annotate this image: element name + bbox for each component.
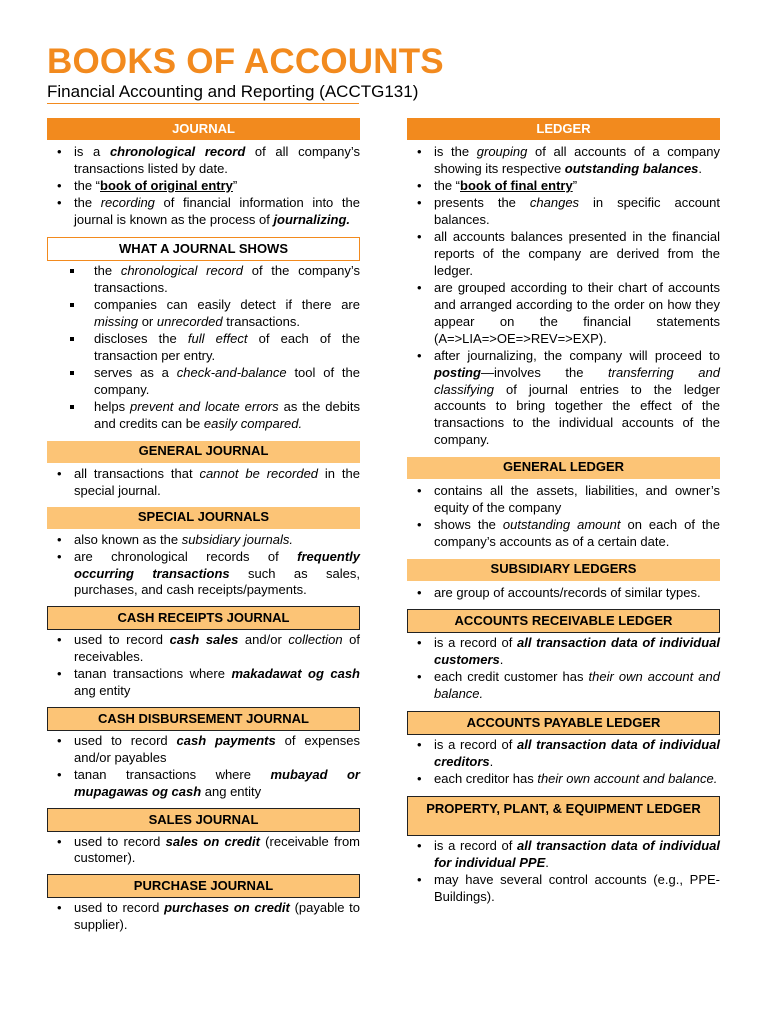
- list-item: • tanan transactions where mubayad or mupagawas og cash ang entity: [47, 767, 360, 801]
- ppe-ledger-header: PROPERTY, PLANT, & EQUIPMENT LEDGER: [407, 796, 720, 836]
- list-item: • is a chronological record of all company’s transactions listed by date.: [47, 144, 360, 178]
- list-item: • the recording of financial information into the journal is known as the process of journalizing.: [47, 195, 360, 229]
- cash-receipts-journal-list: [47, 632, 360, 700]
- list-item: • are group of accounts/records of similar types.: [407, 585, 720, 602]
- left-column: [47, 118, 360, 934]
- list-item: • presents the changes in specific account balances.: [407, 195, 720, 229]
- list-item: • is a record of all transaction data of individual customers.: [407, 635, 720, 669]
- list-item: • are chronological records of frequently occurring transactions such as sales, purchases, and cash receipts/payments.: [47, 549, 360, 599]
- sales-journal-header: SALES JOURNAL: [47, 808, 360, 832]
- list-item: • used to record sales on credit (receivable from customer).: [47, 834, 360, 868]
- what-journal-shows-list: [47, 263, 360, 433]
- list-item: • each creditor has their own account and balance.: [407, 771, 720, 788]
- what-journal-shows-header: WHAT A JOURNAL SHOWS: [47, 237, 360, 261]
- list-item: • the “book of original entry”: [47, 178, 360, 195]
- accounts-receivable-ledger-header: ACCOUNTS RECEIVABLE LEDGER: [407, 609, 720, 633]
- accounts-payable-ledger-header: ACCOUNTS PAYABLE LEDGER: [407, 711, 720, 735]
- section-cash-disbursement-journal: [47, 707, 360, 801]
- section-what-journal-shows: [47, 237, 360, 433]
- section-journal: [47, 118, 360, 229]
- list-item: • after journalizing, the company will proceed to posting—involves the transferring and classifying of journal entries to the ledger accounts to bring together the effect of the transactions to the individual accounts of the company.: [407, 348, 720, 449]
- subsidiary-ledgers-header: SUBSIDIARY LEDGERS: [407, 559, 720, 581]
- accounts-payable-ledger-list: [407, 737, 720, 788]
- list-item: • may have several control accounts (e.g., PPE-Buildings).: [407, 872, 720, 906]
- list-item: • used to record purchases on credit (payable to supplier).: [47, 900, 360, 934]
- general-ledger-header: GENERAL LEDGER: [407, 457, 720, 479]
- cash-receipts-journal-header: CASH RECEIPTS JOURNAL: [47, 606, 360, 630]
- section-special-journals: [47, 507, 360, 600]
- right-column: [407, 118, 720, 906]
- section-cash-receipts-journal: [47, 606, 360, 700]
- list-item: discloses the full effect of each of the transaction per entry.: [47, 331, 360, 365]
- list-item: • shows the outstanding amount on each of the company’s accounts as of a certain date.: [407, 517, 720, 551]
- general-ledger-list: [407, 483, 720, 551]
- general-journal-header: GENERAL JOURNAL: [47, 441, 360, 463]
- general-journal-list: [47, 466, 360, 500]
- list-item: • tanan transactions where makadawat og cash ang entity: [47, 666, 360, 700]
- list-item: • is a record of all transaction data of individual for individual PPE.: [407, 838, 720, 872]
- list-item: • used to record cash payments of expenses and/or payables: [47, 733, 360, 767]
- cash-disbursement-journal-header: CASH DISBURSEMENT JOURNAL: [47, 707, 360, 731]
- list-item: companies can easily detect if there are missing or unrecorded transactions.: [47, 297, 360, 331]
- list-item: • used to record cash sales and/or collection of receivables.: [47, 632, 360, 666]
- list-item: • is a record of all transaction data of individual creditors.: [407, 737, 720, 771]
- section-subsidiary-ledgers: [407, 559, 720, 602]
- section-general-ledger: [407, 457, 720, 551]
- list-item: • also known as the subsidiary journals.: [47, 532, 360, 549]
- page-subtitle: Financial Accounting and Reporting (ACCTG131): [47, 82, 419, 101]
- section-accounts-payable-ledger: [407, 711, 720, 788]
- ppe-ledger-list: [407, 838, 720, 906]
- cash-disbursement-journal-list: [47, 733, 360, 801]
- ledger-list: [407, 144, 720, 449]
- section-sales-journal: [47, 808, 360, 868]
- subsidiary-ledgers-list: [407, 585, 720, 602]
- section-general-journal: [47, 441, 360, 500]
- accounts-receivable-ledger-list: [407, 635, 720, 703]
- section-ledger: [407, 118, 720, 449]
- section-accounts-receivable-ledger: [407, 609, 720, 703]
- list-item: • are grouped according to their chart of accounts and arranged according to the order on how they appear on the financial statements (A=>LIA=>OE=>REV=>EXP).: [407, 280, 720, 347]
- list-item: • all transactions that cannot be recorded in the special journal.: [47, 466, 360, 500]
- sales-journal-list: [47, 834, 360, 868]
- purchase-journal-list: [47, 900, 360, 934]
- list-item: serves as a check-and-balance tool of the company.: [47, 365, 360, 399]
- list-item: • contains all the assets, liabilities, and owner’s equity of the company: [407, 483, 720, 517]
- list-item: • is the grouping of all accounts of a company showing its respective outstanding balances.: [407, 144, 720, 178]
- special-journals-list: [47, 532, 360, 600]
- special-journals-header: SPECIAL JOURNALS: [47, 507, 360, 529]
- ledger-header: LEDGER: [407, 118, 720, 140]
- list-item: • all accounts balances presented in the financial reports of the company are derived from the ledger.: [407, 229, 720, 279]
- subtitle-underline: [47, 103, 359, 104]
- list-item: helps prevent and locate errors as the debits and credits can be easily compared.: [47, 399, 360, 433]
- list-item: • each credit customer has their own account and balance.: [407, 669, 720, 703]
- list-item: the chronological record of the company’s transactions.: [47, 263, 360, 297]
- page-title: BOOKS OF ACCOUNTS: [47, 42, 444, 81]
- section-purchase-journal: [47, 874, 360, 934]
- journal-list: [47, 144, 360, 229]
- list-item: • the “book of final entry”: [407, 178, 720, 195]
- section-ppe-ledger: [407, 796, 720, 906]
- purchase-journal-header: PURCHASE JOURNAL: [47, 874, 360, 898]
- journal-header: JOURNAL: [47, 118, 360, 140]
